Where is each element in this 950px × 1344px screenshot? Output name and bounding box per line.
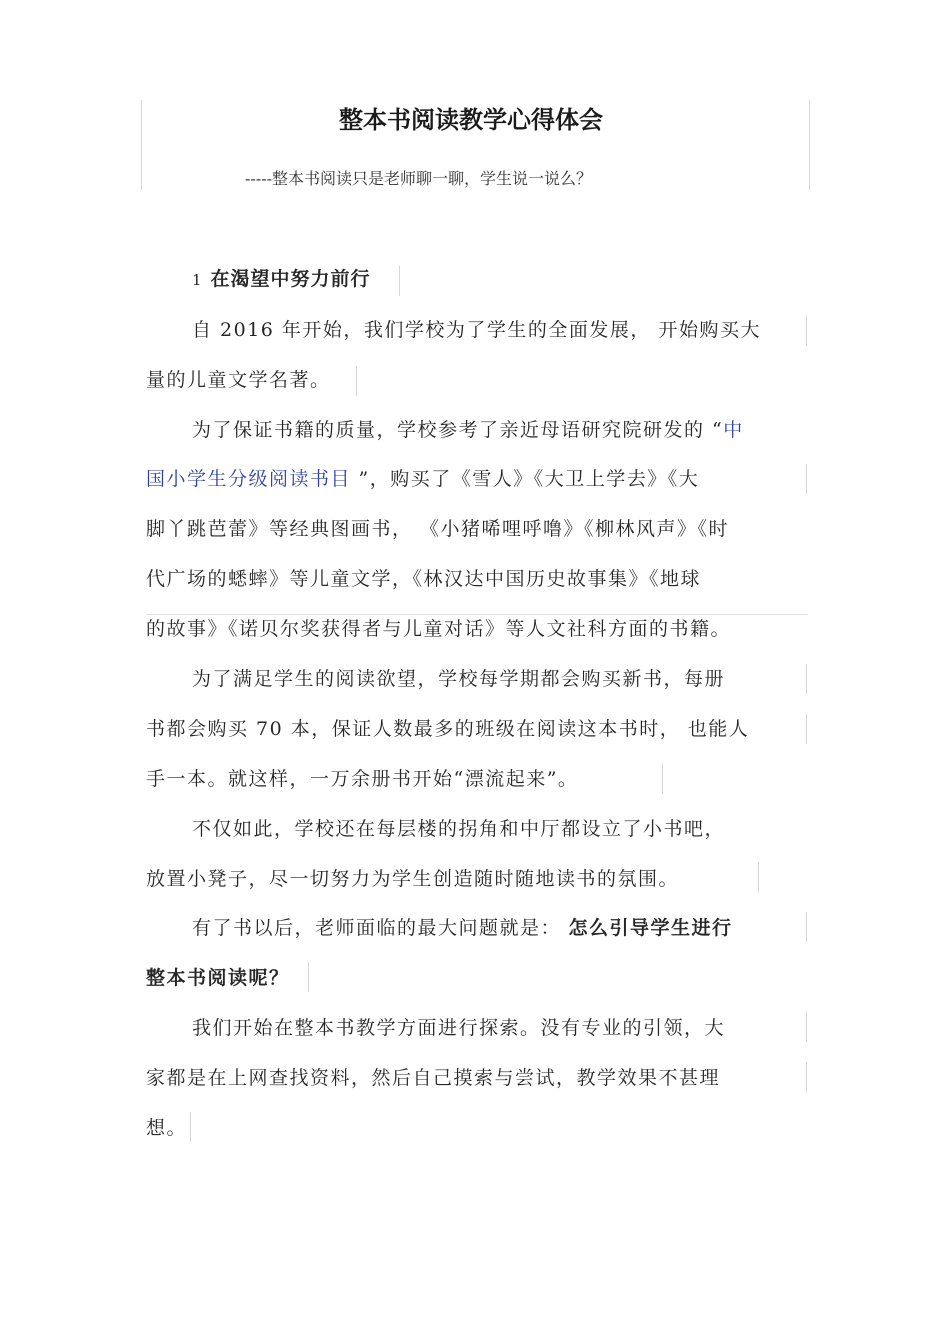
document-title: 整本书阅读教学心得体会 bbox=[339, 106, 603, 134]
document-subtitle: -----整本书阅读只是老师聊一聊，学生说一说么？ bbox=[245, 169, 593, 188]
paragraph-line: 的故事》《诺贝尔奖获得者与儿童对话》等人文社科方面的书籍。 bbox=[146, 618, 732, 640]
booklist-link[interactable]: 中 bbox=[723, 419, 744, 441]
paragraph-line: 手一本。就这样，一万余册书开始“漂流起来”。 bbox=[146, 768, 579, 790]
paragraph-line: 放置小凳子，尽一切努力为学生创造随时随地读书的氛围。 bbox=[146, 868, 680, 890]
section-heading bbox=[192, 267, 371, 292]
paragraph-line: 量的儿童文学名著。 bbox=[146, 369, 331, 391]
rule-mark bbox=[662, 764, 663, 794]
paragraph-line: 想。 bbox=[146, 1117, 188, 1139]
rule-mark bbox=[399, 266, 400, 296]
rule-mark bbox=[146, 614, 808, 615]
paragraph-line: 为了满足学生的阅读欲望，学校每学期都会购买新书，每册 bbox=[192, 668, 726, 690]
rule-mark bbox=[308, 962, 309, 992]
paragraph-line bbox=[146, 467, 699, 491]
paragraph-line: 不仅如此，学校还在每层楼的拐角和中厅都设立了小书吧， bbox=[192, 818, 726, 840]
paragraph-line: 书都会购买 70 本，保证人数最多的班级在阅读这本书时， 也能人 bbox=[146, 718, 750, 740]
key-question: 怎么引导学生进行 bbox=[568, 917, 733, 939]
rule-mark bbox=[190, 1112, 191, 1142]
rule-mark bbox=[806, 714, 807, 744]
section-number: 1 bbox=[192, 271, 203, 289]
paragraph-line bbox=[192, 418, 744, 442]
rule-mark bbox=[758, 862, 759, 892]
paragraph-text: 为了保证书籍的质量，学校参考了亲近母语研究院研发的 “ bbox=[192, 419, 724, 441]
key-question: 整本书阅读呢？ bbox=[146, 967, 290, 989]
paragraph-line: 脚丫跳芭蕾》等经典图画书， 《小猪唏哩呼噜》《柳林风声》《时 bbox=[146, 518, 730, 540]
rule-mark bbox=[806, 464, 807, 494]
rule-mark bbox=[806, 1012, 807, 1042]
paragraph-line bbox=[192, 916, 733, 940]
rule-mark bbox=[806, 1062, 807, 1092]
paragraph-text: 有了书以后，老师面临的最大问题就是： bbox=[192, 917, 569, 939]
paragraph-line: 自 2016 年开始，我们学校为了学生的全面发展， 开始购买大 bbox=[192, 319, 761, 341]
paragraph-line: 代广场的蟋蟀》等儿童文学，《林汉达中国历史故事集》《地球 bbox=[146, 568, 702, 590]
paragraph-text: ”，购买了《雪人》《大卫上学去》《大 bbox=[351, 468, 700, 490]
section-heading-text: 在渴望中努力前行 bbox=[210, 268, 371, 290]
rule-mark bbox=[806, 316, 807, 346]
paragraph-line: 家都是在上网查找资料，然后自己摸索与尝试，教学效果不甚理 bbox=[146, 1067, 721, 1089]
paragraph-line: 我们开始在整本书教学方面进行探索。没有专业的引领，大 bbox=[192, 1017, 726, 1039]
rule-mark bbox=[806, 664, 807, 694]
rule-mark bbox=[806, 912, 807, 942]
booklist-link[interactable]: 国小学生分级阅读书目 bbox=[146, 468, 352, 490]
rule-mark bbox=[356, 366, 357, 396]
